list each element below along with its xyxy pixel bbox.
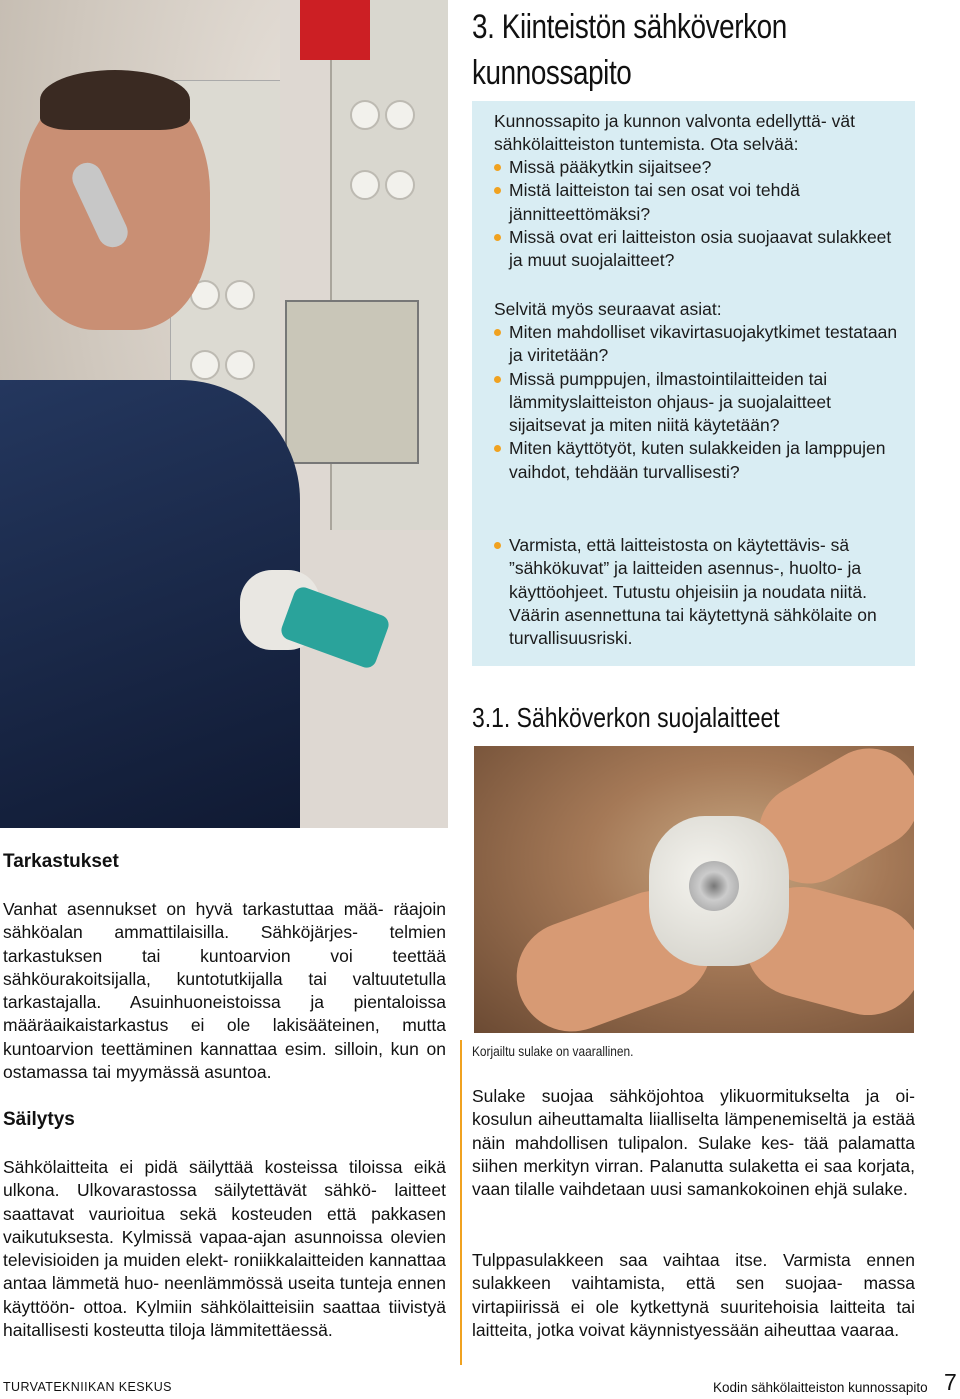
chapter-title xyxy=(472,4,857,96)
electrician-photo xyxy=(0,0,448,828)
footer-title: Kodin sähkölaitteiston kunnossapito xyxy=(713,1380,928,1395)
section-title: 3.1. Sähköverkon suojalaitteet xyxy=(472,702,780,733)
list-item: Mistä laitteiston tai sen osat voi tehdä jännitteettömäksi? xyxy=(494,179,904,226)
heading-sailytys: Säilytys xyxy=(3,1109,75,1130)
heading-tarkastukset: Tarkastukset xyxy=(3,851,119,872)
fuse-contact xyxy=(689,861,739,911)
column-rule xyxy=(460,1040,462,1365)
info-intro-2: Selvitä myös seuraavat asiat: xyxy=(494,299,722,319)
info-intro: Kunnossapito ja kunnon valvonta edellyttä- vät sähkölaitteiston tuntemista. Ota selvää: xyxy=(494,111,855,155)
fire-extinguisher xyxy=(300,0,370,60)
paragraph-tarkastukset: Vanhat asennukset on hyvä tarkastuttaa mää- räajoin sähköalan ammattilaisilla. Sähköjärjes- telmien tarkastuksen tai kuntoarvion voi teettää sähköurakoitsijalla, kuntotutkijalla tai valtuutetulla tarkastajalla. Asuinhuoneistoissa ja pientaloissa määräaikaistarkastus ei ole lakisääteinen, mutta kuntoarvion teettäminen kannattaa esim. silloin, kun on ostamassa tai myymässä asuntoa. xyxy=(3,899,446,1083)
paragraph-sailytys: Sähkölaitteita ei pidä säilyttää kosteissa tiloissa eikä ulkona. Ulkovarastossa säilytettävät sähkö- laitteet saattavat vaurioitua sekä kosteuden että pakkasen vaikutuksesta. Kylmissä vapaa-ajan asunnoissa olevien televisioiden ja muiden elekt- roniikkalaitteiden kannattaa antaa lämmetä huo- neenlämmössä useita tunteja ennen käyttöön- ottoa. Kylmiin sähkölaitteisiin saattaa tiivistyä haitallisesti kosteutta tiloja lämmitettäessä. xyxy=(3,1157,446,1341)
photo-caption: Korjailtu sulake on vaarallinen. xyxy=(472,1043,634,1059)
info-list-1 xyxy=(494,156,904,272)
list-item: Missä pääkytkin sijaitsee? xyxy=(494,156,904,179)
info-list-3 xyxy=(494,534,904,650)
list-item: Missä ovat eri laitteiston osia suojaavat sulakkeet ja muut suojalaitteet? xyxy=(494,226,904,273)
paragraph-tulppasulake: Tulppasulakkeen saa vaihtaa itse. Varmista ennen sulakkeen vaihtamista, että sen suojaa- massa virtapiirissä ei ole kytkettynä suuritehoisia laitteita tai laitteita, jotka voivat käynnistyessään aiheuttaa vaaraa. xyxy=(472,1250,915,1340)
list-item: Varmista, että laitteistosta on käytettävis- sä ”sähkökuvat” ja laitteiden asennus-, huolto- ja käyttöohjeet. Tutustu ohjeisiin ja noudata niitä. Väärin asennettuna tai käytettynä sähkölaite on turvallisuusriski. xyxy=(494,534,904,650)
list-item: Miten mahdolliset vikavirtasuojakytkimet testataan ja viritetään? xyxy=(494,321,904,368)
page-number: 7 xyxy=(944,1369,957,1395)
list-item: Miten käyttötyöt, kuten sulakkeiden ja lamppujen vaihdot, tehdään turvallisesti? xyxy=(494,437,904,484)
electricity-meter xyxy=(285,300,419,464)
info-list-2 xyxy=(494,321,904,484)
fuse-photo xyxy=(474,746,914,1033)
footer-publisher: TURVATEKNIIKAN KESKUS xyxy=(3,1380,172,1394)
info-box xyxy=(472,101,915,666)
chapter-title-line2: kunnossapito xyxy=(472,54,632,92)
chapter-title-line1: 3. Kiinteistön sähköverkon xyxy=(472,8,787,46)
list-item: Missä pumppujen, ilmastointilaitteiden tai lämmityslaitteiston ohjaus- ja suojalaitteet sijaitsevat ja miten niitä käytetään? xyxy=(494,368,904,438)
paragraph-sulake: Sulake suojaa sähköjohtoa ylikuormitukselta ja oi- kosulun aiheuttamalta liialliselta lämpenemiseltä ja estää näin mahdollisen tulipalon. Sulake kes- tää palamatta siihen merkityn virran. Palanutta sulaketta ei saa korjata, vaan tilalle vaihdetaan uusi samankokoinen ehjä sulake. xyxy=(472,1086,915,1200)
